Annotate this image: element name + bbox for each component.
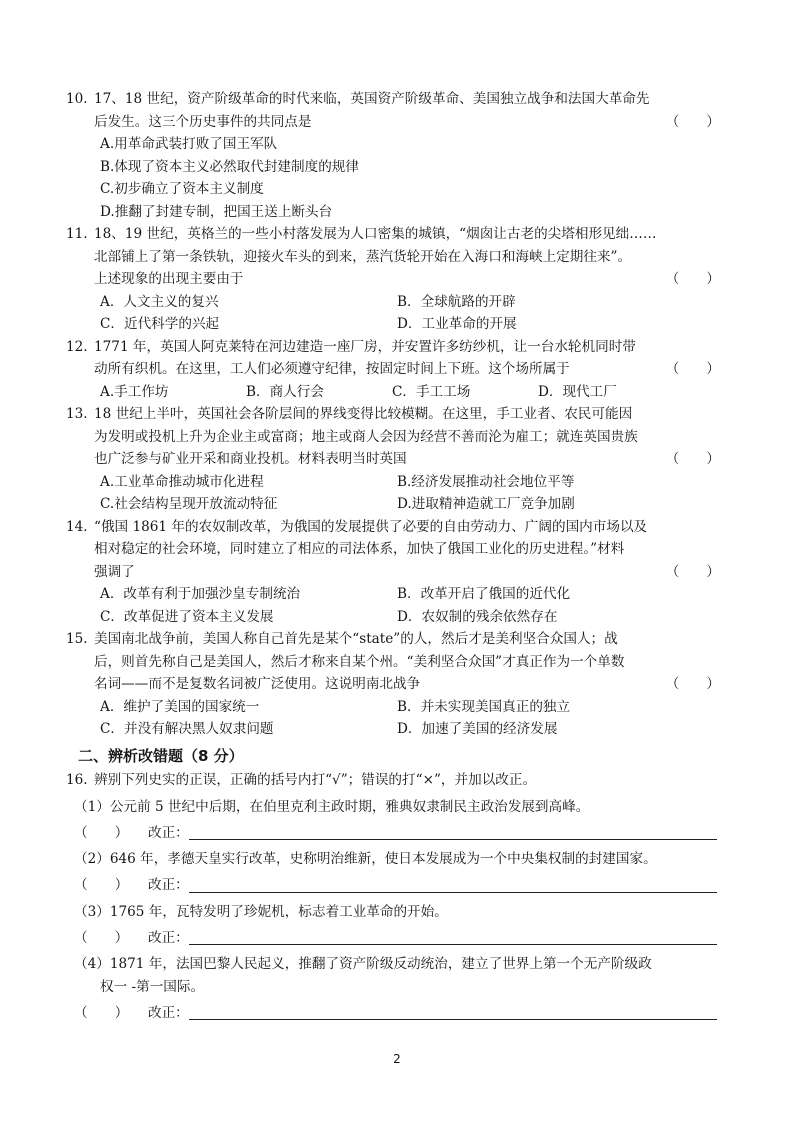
question-stem-text: 17、18 世纪，资产阶级革命的时代来临，英国资产阶级革命、美国独立战争和法国大革命先 [94, 91, 650, 107]
question-number: 15. [66, 631, 88, 647]
question-stem-text: 名词——而不是复数名词被广泛使用。这说明南北战争 [94, 676, 421, 692]
correction-statement-4: （4）1871 年，法国巴黎人民起义，推翻了资产阶级反动统治，建立了世界上第一个无产阶级政 [74, 956, 652, 972]
question-16-instruction [66, 769, 730, 792]
option-row [100, 606, 730, 629]
judgement-bracket[interactable]: （ ） [74, 929, 129, 946]
question-16-text: 辨别下列史实的正误，正确的括号内打“√”；错误的打“×”，并加以改正。 [94, 772, 537, 788]
option-A[interactable]: A．人文主义的复兴 [100, 293, 219, 310]
correction-label: 改正： [148, 877, 189, 893]
question-stem-text: 上述现象的出现主要由于 [94, 271, 244, 287]
correction-answer-line[interactable] [189, 928, 717, 945]
option-D[interactable]: D．加速了美国的经济发展 [397, 721, 558, 737]
question-stem-last-line [66, 358, 730, 381]
option-D[interactable]: D．农奴制的残余依然存在 [397, 608, 558, 625]
correction-items [66, 796, 730, 1025]
question-13 [66, 403, 730, 516]
correction-answer-row [66, 1002, 730, 1024]
question-stem-text: 1771 年，英国人阿克莱特在河边建造一座厂房，并安置许多纺纱机，让一台水轮机同时带 [94, 338, 636, 355]
answer-options [66, 133, 730, 223]
option-row [100, 696, 730, 719]
judgement-bracket[interactable]: （ ） [74, 824, 129, 841]
correction-statement-4: 权一 -第一国际。 [100, 978, 205, 995]
correction-answer-line[interactable] [189, 1003, 717, 1020]
option-row [100, 493, 730, 516]
option-B[interactable]: B.体现了资本主义必然取代封建制度的规律 [100, 158, 359, 175]
option-row [100, 718, 730, 741]
option-B[interactable]: B．商人行会 [246, 383, 324, 400]
question-stem-last-line [66, 673, 730, 696]
answer-options [66, 696, 730, 741]
question-stem-text: 动所有织机。在这里，工人们必须遵守纪律，按固定时间上下班。这个场所属于 [94, 361, 570, 377]
option-A[interactable]: A.用革命武装打败了国王军队 [100, 136, 278, 152]
answer-bracket[interactable]: （ ） [665, 113, 720, 130]
question-stem-line: 相对稳定的社会环境，同时建立了相应的司法体系，加快了俄国工业化的历史进程。”材料 [94, 541, 625, 557]
multiple-choice-questions [66, 88, 730, 741]
question-stem-text: 18、19 世纪，英格兰的一些小村落发展为人口密集的城镇，“烟囱让古老的尖塔相形见绌…… [94, 226, 657, 242]
option-row [100, 156, 730, 179]
question-10 [66, 88, 730, 223]
option-C[interactable]: C．手工工场 [392, 383, 471, 400]
correction-label: 改正： [148, 929, 189, 946]
option-row [100, 201, 730, 224]
question-stem-text: 后发生。这三个历史事件的共同点是 [94, 113, 312, 130]
question-number: 10. [66, 91, 88, 107]
question-stem-line [66, 223, 730, 246]
question-11 [66, 223, 730, 336]
question-stem-text: 18 世纪上半叶，英国社会各阶层间的界线变得比较模糊。在这里，手工业者、农民可能因 [94, 406, 633, 422]
option-row [100, 291, 730, 314]
option-row [100, 381, 730, 404]
correction-statement-2: （2）646 年，孝德天皇实行改革，史称明治维新，使日本发展成为一个中央集权制的封建国家。 [74, 851, 657, 867]
option-C[interactable]: C．近代科学的兴起 [100, 316, 220, 332]
question-15 [66, 628, 730, 741]
correction-label: 改正： [148, 1004, 189, 1021]
question-stem-line [66, 336, 730, 359]
correction-answer-row [66, 875, 730, 897]
option-D[interactable]: D.进取精神造就工厂竞争加剧 [397, 496, 575, 512]
question-stem-last-line [66, 268, 730, 291]
question-stem-text: “俄国 1861 年的农奴制改革，为俄国的发展提供了必要的自由劳动力、广阔的国内市场以及 [94, 518, 648, 535]
answer-options [66, 583, 730, 628]
correction-answer-row [66, 822, 730, 844]
option-D[interactable]: D．现代工厂 [538, 383, 617, 400]
option-B[interactable]: B．全球航路的开辟 [397, 293, 516, 310]
question-stem-text: 强调了 [94, 563, 135, 580]
question-number: 11. [66, 226, 88, 242]
answer-options [66, 381, 730, 404]
option-A[interactable]: A．改革有利于加强沙皇专制统治 [100, 586, 301, 602]
correction-label: 改正： [148, 824, 189, 841]
option-B[interactable]: B.经济发展推动社会地位平等 [397, 473, 575, 490]
question-number: 13. [66, 406, 88, 422]
option-D[interactable]: D．工业革命的开展 [397, 316, 517, 332]
answer-bracket[interactable]: （ ） [665, 563, 720, 580]
option-C[interactable]: C．并没有解决黑人奴隶问题 [100, 721, 274, 737]
answer-options [66, 291, 730, 336]
question-stem-line: 北部铺上了第一条铁轨，迎接火车头的到来，蒸汽货轮开始在入海口和海峡上定期往来”。 [94, 248, 632, 265]
judgement-bracket[interactable]: （ ） [74, 877, 129, 893]
question-stem-line [66, 403, 730, 426]
question-number: 12. [66, 338, 88, 355]
option-row [100, 178, 730, 201]
answer-options [66, 471, 730, 516]
section-title: 二、辨析改错题（8 分） [78, 746, 244, 765]
question-stem-line: 为发明或投机上升为企业主或富商；地主或商人会因为经营不善而沦为雇工；就连英国贵族 [94, 428, 638, 445]
option-row [100, 471, 730, 494]
question-12 [66, 336, 730, 404]
option-C[interactable]: C.初步确立了资本主义制度 [100, 181, 264, 197]
judgement-bracket[interactable]: （ ） [74, 1004, 129, 1021]
question-stem-last-line [66, 561, 730, 584]
question-stem-line [66, 628, 730, 651]
page-number: 2 [393, 1052, 401, 1066]
question-stem-last-line [66, 111, 730, 134]
option-row [100, 313, 730, 336]
option-A[interactable]: A.手工作坊 [100, 383, 169, 400]
question-stem-line [66, 88, 730, 111]
answer-bracket[interactable]: （ ） [665, 271, 720, 287]
question-stem-text: 也广泛参与矿业开采和商业投机。材料表明当时英国 [94, 451, 407, 467]
option-C[interactable]: C.社会结构呈现开放流动特征 [100, 496, 278, 512]
option-A[interactable]: A.工业革命推动城市化进程 [100, 473, 264, 490]
question-number: 14. [66, 518, 88, 535]
correction-answer-line[interactable] [189, 823, 717, 840]
answer-bracket[interactable]: （ ） [665, 361, 720, 377]
question-14 [66, 516, 730, 629]
correction-answer-row [66, 927, 730, 949]
answer-bracket[interactable]: （ ） [665, 451, 720, 467]
answer-bracket[interactable]: （ ） [665, 676, 720, 692]
option-row [100, 133, 730, 156]
option-A[interactable]: A．维护了美国的国家统一 [100, 698, 260, 715]
question-stem-line: 后，则首先称自己是美国人，然后才称来自某个州。“美利坚合众国”才真正作为一个单数 [94, 653, 625, 670]
correction-statement-3: （3）1765 年，瓦特发明了珍妮机，标志着工业革命的开始。 [74, 903, 448, 920]
question-stem-last-line [66, 448, 730, 471]
option-row [100, 583, 730, 606]
option-C[interactable]: C．改革促进了资本主义发展 [100, 608, 274, 625]
question-stem-text: 美国南北战争前，美国人称自己首先是某个“state”的人，然后才是美利坚合众国人；战 [94, 631, 618, 647]
correction-statement-1: （1）公元前 5 世纪中后期，在伯里克利主政时期，雅典奴隶制民主政治发展到高峰。 [74, 798, 590, 815]
option-B[interactable]: B．改革开启了俄国的近代化 [397, 586, 571, 602]
option-D[interactable]: D.推翻了封建专制，把国王送上断头台 [100, 203, 333, 220]
correction-answer-line[interactable] [189, 876, 717, 893]
question-number: 16. [66, 772, 88, 788]
option-B[interactable]: B．并未实现美国真正的独立 [397, 698, 571, 715]
question-stem-line [66, 516, 730, 539]
